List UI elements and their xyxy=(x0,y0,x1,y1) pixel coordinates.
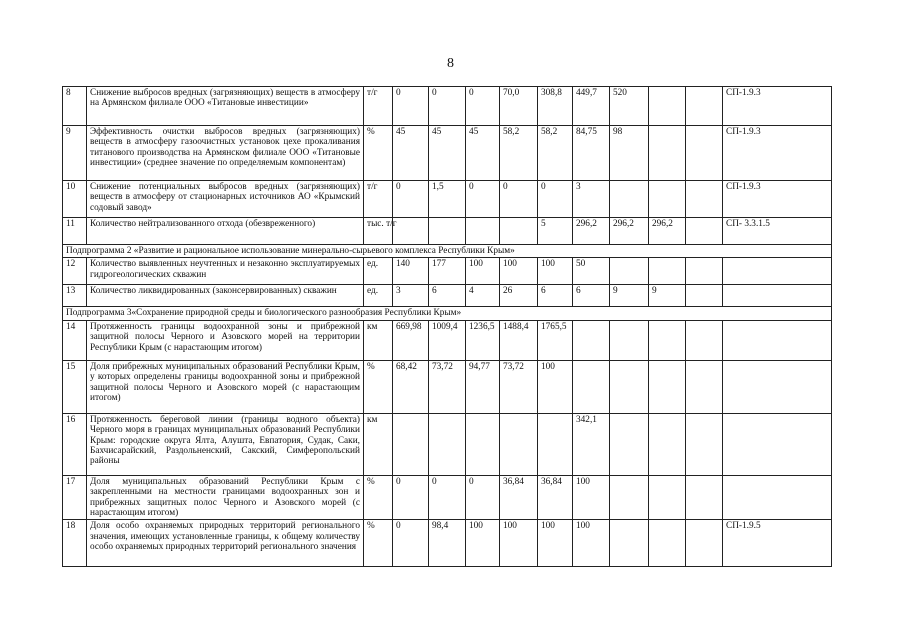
row-number: 11 xyxy=(63,218,87,245)
value-cell: 100 xyxy=(466,520,500,567)
value-cell: 4 xyxy=(466,285,500,307)
value-cell: 94,77 xyxy=(466,360,500,413)
value-cell xyxy=(500,413,538,475)
subprogram-header-row xyxy=(63,307,832,320)
unit-cell: % xyxy=(364,520,393,567)
value-cell xyxy=(649,181,686,218)
value-cell: 0 xyxy=(429,475,466,520)
row-number: 16 xyxy=(63,413,87,475)
value-cell xyxy=(686,218,723,245)
value-cell: 6 xyxy=(429,285,466,307)
row-number: 15 xyxy=(63,360,87,413)
value-cell: 58,2 xyxy=(538,126,573,181)
indicator-description: Количество ликвидированных (законсервированных) скважин xyxy=(87,285,364,307)
value-cell xyxy=(393,218,429,245)
value-cell: 100 xyxy=(538,520,573,567)
value-cell: 1488,4 xyxy=(500,320,538,360)
value-cell: 98,4 xyxy=(429,520,466,567)
value-cell: 98 xyxy=(610,126,649,181)
indicator-description: Снижение выбросов вредных (загрязняющих) веществ в атмосферу на Армянском филиале ООО «Титановые инвестиции» xyxy=(87,87,364,126)
value-cell xyxy=(686,475,723,520)
value-cell: 26 xyxy=(500,285,538,307)
value-cell: 58,2 xyxy=(500,126,538,181)
row-number: 17 xyxy=(63,475,87,520)
value-cell: 296,2 xyxy=(610,218,649,245)
value-cell: 5 xyxy=(538,218,573,245)
value-cell xyxy=(649,520,686,567)
value-cell xyxy=(686,285,723,307)
value-cell xyxy=(649,413,686,475)
reference-cell xyxy=(723,413,832,475)
table-body xyxy=(63,87,832,567)
unit-cell: т/г xyxy=(364,87,393,126)
table-row xyxy=(63,413,832,475)
value-cell: 1765,5 xyxy=(538,320,573,360)
value-cell xyxy=(610,320,649,360)
value-cell: 0 xyxy=(466,181,500,218)
unit-cell: км xyxy=(364,320,393,360)
value-cell: 1009,4 xyxy=(429,320,466,360)
unit-cell: % xyxy=(364,126,393,181)
value-cell xyxy=(429,218,466,245)
value-cell xyxy=(686,258,723,285)
indicator-description: Эффективность очистки выбросов вредных (загрязняющих) веществ в атмосферу газоочистных установок цехе прокаливания титанового производства на Армянском филиале ООО «Титановые инвестиции» (среднее значение по определяемым компонентам) xyxy=(87,126,364,181)
value-cell: 100 xyxy=(573,520,610,567)
table-row xyxy=(63,520,832,567)
table-row xyxy=(63,218,832,245)
value-cell xyxy=(610,181,649,218)
subprogram-header-row xyxy=(63,245,832,258)
value-cell: 36,84 xyxy=(500,475,538,520)
value-cell xyxy=(686,413,723,475)
row-number: 10 xyxy=(63,181,87,218)
indicator-description: Доля прибрежных муниципальных образований Республики Крым, у которых определены границы водоохранной зоны и прибрежной защитной полосы Черного и Азовского морей (с нарастающим итогом) xyxy=(87,360,364,413)
value-cell: 0 xyxy=(538,181,573,218)
value-cell: 36,84 xyxy=(538,475,573,520)
value-cell xyxy=(610,413,649,475)
table-row xyxy=(63,285,832,307)
value-cell: 100 xyxy=(538,360,573,413)
indicator-description: Количество нейтрализованного отхода (обезвреженного) xyxy=(87,218,364,245)
reference-cell xyxy=(723,360,832,413)
value-cell xyxy=(649,87,686,126)
reference-cell xyxy=(723,285,832,307)
value-cell: 177 xyxy=(429,258,466,285)
value-cell: 100 xyxy=(573,475,610,520)
reference-cell: СП-1.9.3 xyxy=(723,126,832,181)
value-cell xyxy=(686,126,723,181)
table-row xyxy=(63,320,832,360)
unit-cell: % xyxy=(364,360,393,413)
value-cell: 0 xyxy=(466,475,500,520)
value-cell: 0 xyxy=(393,520,429,567)
reference-cell xyxy=(723,258,832,285)
unit-cell: т/г xyxy=(364,181,393,218)
value-cell: 84,75 xyxy=(573,126,610,181)
value-cell xyxy=(610,520,649,567)
value-cell: 669,98 xyxy=(393,320,429,360)
indicator-description: Снижение потенциальных выбросов вредных (загрязняющих) веществ в атмосферу от стационарных источников АО «Крымский содовый завод» xyxy=(87,181,364,218)
value-cell xyxy=(686,87,723,126)
value-cell: 73,72 xyxy=(429,360,466,413)
indicator-description: Протяженность границы водоохранной зоны и прибрежной защитной полосы Черного и Азовского морей на территории Республики Крым (с нарастающим итогом) xyxy=(87,320,364,360)
value-cell xyxy=(573,320,610,360)
value-cell xyxy=(686,520,723,567)
value-cell: 73,72 xyxy=(500,360,538,413)
value-cell: 50 xyxy=(573,258,610,285)
value-cell xyxy=(573,360,610,413)
value-cell: 45 xyxy=(466,126,500,181)
reference-cell: СП-1.9.3 xyxy=(723,181,832,218)
row-number: 13 xyxy=(63,285,87,307)
value-cell: 100 xyxy=(500,258,538,285)
reference-cell xyxy=(723,320,832,360)
value-cell xyxy=(393,413,429,475)
value-cell: 6 xyxy=(573,285,610,307)
value-cell: 100 xyxy=(500,520,538,567)
value-cell: 0 xyxy=(393,475,429,520)
unit-cell: ед. xyxy=(364,258,393,285)
row-number: 18 xyxy=(63,520,87,567)
value-cell xyxy=(686,320,723,360)
value-cell xyxy=(649,258,686,285)
value-cell: 3 xyxy=(393,285,429,307)
value-cell: 0 xyxy=(500,181,538,218)
value-cell xyxy=(466,218,500,245)
value-cell: 342,1 xyxy=(573,413,610,475)
value-cell xyxy=(610,475,649,520)
value-cell: 296,2 xyxy=(649,218,686,245)
value-cell xyxy=(500,218,538,245)
value-cell: 0 xyxy=(429,87,466,126)
table-row xyxy=(63,126,832,181)
subprogram-title: Подпрограмма 2 «Развитие и рациональное использование минерально-сырьевого комплекса Республики Крым» xyxy=(63,245,832,258)
value-cell: 0 xyxy=(466,87,500,126)
value-cell: 520 xyxy=(610,87,649,126)
reference-cell: СП- 3.3.1.5 xyxy=(723,218,832,245)
value-cell xyxy=(649,126,686,181)
value-cell: 6 xyxy=(538,285,573,307)
value-cell: 68,42 xyxy=(393,360,429,413)
value-cell: 100 xyxy=(538,258,573,285)
unit-cell: тыс. т/г xyxy=(364,218,393,245)
table-row xyxy=(63,360,832,413)
reference-cell xyxy=(723,475,832,520)
page-number: 8 xyxy=(447,56,454,71)
table-row xyxy=(63,475,832,520)
value-cell: 1236,5 xyxy=(466,320,500,360)
reference-cell: СП-1.9.5 xyxy=(723,520,832,567)
unit-cell: % xyxy=(364,475,393,520)
table-row xyxy=(63,258,832,285)
value-cell xyxy=(466,413,500,475)
value-cell xyxy=(610,360,649,413)
value-cell xyxy=(686,360,723,413)
unit-cell: км xyxy=(364,413,393,475)
table-row xyxy=(63,181,832,218)
value-cell xyxy=(686,181,723,218)
unit-cell: ед. xyxy=(364,285,393,307)
value-cell: 0 xyxy=(393,87,429,126)
row-number: 9 xyxy=(63,126,87,181)
value-cell: 0 xyxy=(393,181,429,218)
row-number: 8 xyxy=(63,87,87,126)
value-cell xyxy=(649,475,686,520)
indicators-table xyxy=(62,86,832,567)
value-cell xyxy=(429,413,466,475)
value-cell xyxy=(649,360,686,413)
indicator-description: Количество выявленных неучтенных и незаконно эксплуатируемых гидрогеологических скважин xyxy=(87,258,364,285)
value-cell: 100 xyxy=(466,258,500,285)
value-cell: 45 xyxy=(429,126,466,181)
value-cell: 308,8 xyxy=(538,87,573,126)
value-cell: 1,5 xyxy=(429,181,466,218)
value-cell xyxy=(538,413,573,475)
row-number: 14 xyxy=(63,320,87,360)
reference-cell: СП-1.9.3 xyxy=(723,87,832,126)
table-row xyxy=(63,87,832,126)
indicator-description: Протяженность береговой линии (границы водного объекта) Черного моря в границах муниципальных образований Республики Крым: городские округа Ялта, Алушта, Евпатория, Судак, Саки, Бахчисарайский, Раздольненский, Сакский, Симферопольский районы xyxy=(87,413,364,475)
value-cell: 45 xyxy=(393,126,429,181)
value-cell: 9 xyxy=(610,285,649,307)
value-cell: 9 xyxy=(649,285,686,307)
value-cell: 140 xyxy=(393,258,429,285)
value-cell xyxy=(610,258,649,285)
indicator-description: Доля муниципальных образований Республики Крым с закрепленными на местности границами водоохранных зон и прибрежных защитных полос Черного и Азовского морей (с нарастающим итогом) xyxy=(87,475,364,520)
value-cell: 296,2 xyxy=(573,218,610,245)
value-cell: 70,0 xyxy=(500,87,538,126)
subprogram-title: Подпрограмма 3«Сохранение природной среды и биологического разнообразия Республики Крым» xyxy=(63,307,832,320)
row-number: 12 xyxy=(63,258,87,285)
value-cell: 449,7 xyxy=(573,87,610,126)
value-cell xyxy=(649,320,686,360)
value-cell: 3 xyxy=(573,181,610,218)
indicator-description: Доля особо охраняемых природных территорий регионального значения, имеющих установленные границы, к общему количеству особо охраняемых природных территорий регионального значения xyxy=(87,520,364,567)
